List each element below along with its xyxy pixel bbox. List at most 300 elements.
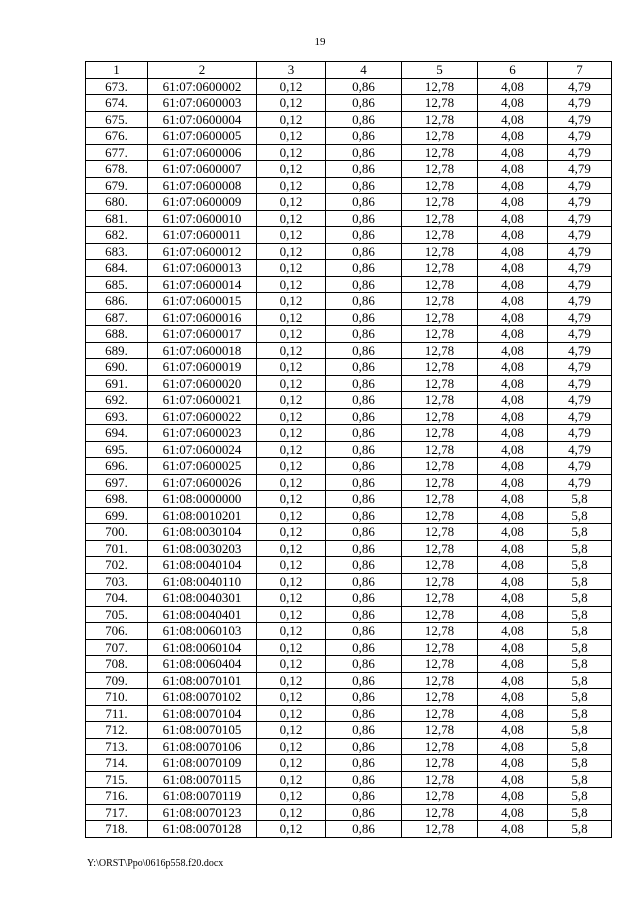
table-cell: 4,08 <box>478 177 548 194</box>
table-cell: 12,78 <box>402 540 478 557</box>
table-cell: 5,8 <box>548 804 612 821</box>
table-cell: 0,12 <box>257 755 326 772</box>
table-cell: 12,78 <box>402 194 478 211</box>
table-cell: 61:07:0600025 <box>148 458 257 475</box>
table-cell: 12,78 <box>402 606 478 623</box>
table-cell: 0,12 <box>257 507 326 524</box>
table-cell: 0,86 <box>326 771 402 788</box>
table-cell: 702. <box>86 557 148 574</box>
table-cell: 12,78 <box>402 177 478 194</box>
table-cell: 4,79 <box>548 95 612 112</box>
table-cell: 0,86 <box>326 606 402 623</box>
table-cell: 12,78 <box>402 804 478 821</box>
table-cell: 61:07:0600012 <box>148 243 257 260</box>
table-cell: 5,8 <box>548 623 612 640</box>
table-cell: 12,78 <box>402 491 478 508</box>
table-row <box>86 458 612 475</box>
table-cell: 0,12 <box>257 804 326 821</box>
column-header: 2 <box>148 62 257 79</box>
table-cell: 4,08 <box>478 425 548 442</box>
table-cell: 0,86 <box>326 342 402 359</box>
table-cell: 0,12 <box>257 639 326 656</box>
table-cell: 682. <box>86 227 148 244</box>
table-cell: 61:07:0600010 <box>148 210 257 227</box>
table-cell: 694. <box>86 425 148 442</box>
table-cell: 0,86 <box>326 788 402 805</box>
table-cell: 0,12 <box>257 458 326 475</box>
table-row <box>86 507 612 524</box>
table-cell: 0,86 <box>326 243 402 260</box>
table-cell: 61:08:0030104 <box>148 524 257 541</box>
table-cell: 0,12 <box>257 705 326 722</box>
table-cell: 12,78 <box>402 590 478 607</box>
column-header: 4 <box>326 62 402 79</box>
table-cell: 701. <box>86 540 148 557</box>
table-cell: 61:08:0010201 <box>148 507 257 524</box>
table-cell: 0,86 <box>326 590 402 607</box>
table-cell: 0,86 <box>326 639 402 656</box>
table-cell: 0,12 <box>257 590 326 607</box>
table-cell: 4,08 <box>478 359 548 376</box>
table-cell: 4,08 <box>478 623 548 640</box>
table-cell: 61:08:0040301 <box>148 590 257 607</box>
table-cell: 5,8 <box>548 573 612 590</box>
table-cell: 12,78 <box>402 326 478 343</box>
table-cell: 12,78 <box>402 738 478 755</box>
table-cell: 4,79 <box>548 227 612 244</box>
table-cell: 4,79 <box>548 144 612 161</box>
table-row <box>86 392 612 409</box>
table-cell: 674. <box>86 95 148 112</box>
table-cell: 12,78 <box>402 689 478 706</box>
table-cell: 61:07:0600021 <box>148 392 257 409</box>
table-cell: 4,79 <box>548 194 612 211</box>
table-cell: 0,86 <box>326 392 402 409</box>
table-cell: 0,86 <box>326 755 402 772</box>
table-cell: 0,12 <box>257 375 326 392</box>
table-cell: 12,78 <box>402 210 478 227</box>
table-cell: 4,08 <box>478 722 548 739</box>
table-cell: 61:08:0000000 <box>148 491 257 508</box>
table-cell: 0,12 <box>257 210 326 227</box>
table-cell: 706. <box>86 623 148 640</box>
table-cell: 0,12 <box>257 738 326 755</box>
table-cell: 5,8 <box>548 705 612 722</box>
table-cell: 0,12 <box>257 474 326 491</box>
table-cell: 687. <box>86 309 148 326</box>
table-row <box>86 689 612 706</box>
table-cell: 0,12 <box>257 540 326 557</box>
table-cell: 4,08 <box>478 210 548 227</box>
table-cell: 0,86 <box>326 194 402 211</box>
table-cell: 681. <box>86 210 148 227</box>
table-cell: 693. <box>86 408 148 425</box>
table-cell: 0,12 <box>257 227 326 244</box>
table-cell: 4,08 <box>478 392 548 409</box>
table-row <box>86 722 612 739</box>
table-cell: 61:07:0600002 <box>148 78 257 95</box>
table-cell: 12,78 <box>402 524 478 541</box>
table-cell: 12,78 <box>402 557 478 574</box>
table-cell: 0,12 <box>257 672 326 689</box>
table-row <box>86 771 612 788</box>
table-row <box>86 144 612 161</box>
table-cell: 5,8 <box>548 788 612 805</box>
table-cell: 4,08 <box>478 474 548 491</box>
table-cell: 0,12 <box>257 689 326 706</box>
table-cell: 0,86 <box>326 474 402 491</box>
table-cell: 4,08 <box>478 755 548 772</box>
table-cell: 61:08:0040104 <box>148 557 257 574</box>
table-cell: 4,79 <box>548 161 612 178</box>
table-row <box>86 276 612 293</box>
table-cell: 12,78 <box>402 474 478 491</box>
table-row <box>86 623 612 640</box>
table-cell: 61:08:0070119 <box>148 788 257 805</box>
table-cell: 0,86 <box>326 722 402 739</box>
table-cell: 61:08:0070128 <box>148 821 257 838</box>
table-cell: 717. <box>86 804 148 821</box>
table-cell: 61:08:0070115 <box>148 771 257 788</box>
table-cell: 12,78 <box>402 359 478 376</box>
table-cell: 4,08 <box>478 260 548 277</box>
table-cell: 4,79 <box>548 78 612 95</box>
table-cell: 688. <box>86 326 148 343</box>
table-row <box>86 755 612 772</box>
table-cell: 12,78 <box>402 227 478 244</box>
table-cell: 0,12 <box>257 441 326 458</box>
table-cell: 4,08 <box>478 375 548 392</box>
table-cell: 61:07:0600005 <box>148 128 257 145</box>
table-cell: 4,08 <box>478 293 548 310</box>
table-cell: 4,08 <box>478 821 548 838</box>
table-cell: 708. <box>86 656 148 673</box>
table-cell: 684. <box>86 260 148 277</box>
table-cell: 0,12 <box>257 573 326 590</box>
table-cell: 0,12 <box>257 144 326 161</box>
table-cell: 61:07:0600014 <box>148 276 257 293</box>
table-row <box>86 639 612 656</box>
column-header: 7 <box>548 62 612 79</box>
table-cell: 4,08 <box>478 689 548 706</box>
table-cell: 0,86 <box>326 227 402 244</box>
table-cell: 678. <box>86 161 148 178</box>
table-cell: 0,86 <box>326 524 402 541</box>
table-cell: 12,78 <box>402 458 478 475</box>
table-cell: 12,78 <box>402 755 478 772</box>
table-cell: 0,86 <box>326 491 402 508</box>
table-cell: 4,08 <box>478 309 548 326</box>
table-cell: 5,8 <box>548 689 612 706</box>
table-cell: 695. <box>86 441 148 458</box>
table-cell: 691. <box>86 375 148 392</box>
table-cell: 5,8 <box>548 656 612 673</box>
table-cell: 61:07:0600008 <box>148 177 257 194</box>
table-cell: 12,78 <box>402 507 478 524</box>
table-cell: 12,78 <box>402 78 478 95</box>
table-cell: 0,86 <box>326 293 402 310</box>
table-row <box>86 524 612 541</box>
table-cell: 4,08 <box>478 573 548 590</box>
table-row <box>86 474 612 491</box>
table-cell: 0,12 <box>257 276 326 293</box>
table-cell: 61:07:0600026 <box>148 474 257 491</box>
table-cell: 714. <box>86 755 148 772</box>
table-cell: 0,86 <box>326 359 402 376</box>
table-cell: 5,8 <box>548 507 612 524</box>
table-cell: 0,12 <box>257 128 326 145</box>
table-cell: 61:08:0070106 <box>148 738 257 755</box>
table-cell: 4,79 <box>548 243 612 260</box>
table-cell: 0,12 <box>257 656 326 673</box>
table-cell: 0,12 <box>257 606 326 623</box>
table-cell: 4,08 <box>478 590 548 607</box>
table-cell: 0,86 <box>326 804 402 821</box>
table-cell: 676. <box>86 128 148 145</box>
table-cell: 5,8 <box>548 639 612 656</box>
table-cell: 0,12 <box>257 788 326 805</box>
table-cell: 12,78 <box>402 276 478 293</box>
table-row <box>86 425 612 442</box>
table-cell: 4,08 <box>478 672 548 689</box>
table-cell: 61:07:0600003 <box>148 95 257 112</box>
table-cell: 0,12 <box>257 524 326 541</box>
table-row <box>86 557 612 574</box>
table-cell: 0,12 <box>257 771 326 788</box>
table-cell: 4,08 <box>478 507 548 524</box>
table-cell: 4,08 <box>478 342 548 359</box>
table-cell: 718. <box>86 821 148 838</box>
table-cell: 4,08 <box>478 606 548 623</box>
table-cell: 709. <box>86 672 148 689</box>
table-row <box>86 227 612 244</box>
table-cell: 5,8 <box>548 672 612 689</box>
table-row <box>86 78 612 95</box>
table-cell: 4,08 <box>478 458 548 475</box>
table-cell: 4,79 <box>548 276 612 293</box>
table-row <box>86 243 612 260</box>
table-row <box>86 441 612 458</box>
table-cell: 61:08:0070104 <box>148 705 257 722</box>
table-row <box>86 656 612 673</box>
table-row <box>86 293 612 310</box>
table-cell: 4,08 <box>478 276 548 293</box>
table-cell: 697. <box>86 474 148 491</box>
table-cell: 4,79 <box>548 177 612 194</box>
table-cell: 0,12 <box>257 425 326 442</box>
table-cell: 4,79 <box>548 342 612 359</box>
table-cell: 12,78 <box>402 144 478 161</box>
table-row <box>86 111 612 128</box>
table-cell: 713. <box>86 738 148 755</box>
table-cell: 0,86 <box>326 326 402 343</box>
table-cell: 5,8 <box>548 755 612 772</box>
table-row <box>86 491 612 508</box>
data-table <box>85 61 612 838</box>
table-cell: 61:08:0070105 <box>148 722 257 739</box>
table-row <box>86 309 612 326</box>
table-cell: 4,79 <box>548 474 612 491</box>
table-cell: 5,8 <box>548 771 612 788</box>
table-cell: 692. <box>86 392 148 409</box>
table-cell: 4,79 <box>548 458 612 475</box>
table-cell: 0,86 <box>326 705 402 722</box>
table-cell: 0,12 <box>257 177 326 194</box>
table-row <box>86 788 612 805</box>
table-cell: 0,12 <box>257 326 326 343</box>
column-header: 1 <box>86 62 148 79</box>
table-cell: 12,78 <box>402 656 478 673</box>
table-cell: 690. <box>86 359 148 376</box>
footer-file-path: Y:\ORST\Ppo\0616p558.f20.docx <box>87 858 224 869</box>
table-cell: 12,78 <box>402 623 478 640</box>
table-cell: 0,12 <box>257 359 326 376</box>
table-cell: 5,8 <box>548 722 612 739</box>
table-cell: 712. <box>86 722 148 739</box>
table-cell: 0,12 <box>257 623 326 640</box>
table-cell: 0,86 <box>326 441 402 458</box>
table-cell: 700. <box>86 524 148 541</box>
table-cell: 4,08 <box>478 161 548 178</box>
table-cell: 4,08 <box>478 408 548 425</box>
table-header-row <box>86 62 612 79</box>
column-header: 6 <box>478 62 548 79</box>
table-cell: 0,86 <box>326 111 402 128</box>
table-cell: 61:08:0070102 <box>148 689 257 706</box>
table-cell: 716. <box>86 788 148 805</box>
table-cell: 0,86 <box>326 128 402 145</box>
table-cell: 699. <box>86 507 148 524</box>
table-cell: 12,78 <box>402 128 478 145</box>
table-cell: 61:08:0030203 <box>148 540 257 557</box>
table-cell: 0,12 <box>257 557 326 574</box>
table-cell: 4,08 <box>478 78 548 95</box>
table-cell: 61:07:0600018 <box>148 342 257 359</box>
table-cell: 12,78 <box>402 392 478 409</box>
table-row <box>86 606 612 623</box>
table-row <box>86 821 612 838</box>
table-cell: 12,78 <box>402 342 478 359</box>
table-cell: 4,08 <box>478 326 548 343</box>
table-cell: 707. <box>86 639 148 656</box>
table-cell: 0,86 <box>326 309 402 326</box>
table-cell: 711. <box>86 705 148 722</box>
table-cell: 4,08 <box>478 194 548 211</box>
table-cell: 0,86 <box>326 821 402 838</box>
table-cell: 0,86 <box>326 573 402 590</box>
table-cell: 12,78 <box>402 161 478 178</box>
table-cell: 0,86 <box>326 210 402 227</box>
table-cell: 4,79 <box>548 425 612 442</box>
table-cell: 0,86 <box>326 161 402 178</box>
table-cell: 686. <box>86 293 148 310</box>
table-cell: 677. <box>86 144 148 161</box>
table-cell: 4,79 <box>548 375 612 392</box>
table-cell: 61:08:0040110 <box>148 573 257 590</box>
table-cell: 61:07:0600020 <box>148 375 257 392</box>
table-cell: 12,78 <box>402 95 478 112</box>
table-cell: 0,86 <box>326 144 402 161</box>
table-cell: 0,86 <box>326 78 402 95</box>
table-cell: 0,86 <box>326 507 402 524</box>
table-cell: 61:07:0600022 <box>148 408 257 425</box>
table-cell: 0,12 <box>257 293 326 310</box>
table-cell: 4,08 <box>478 771 548 788</box>
table-cell: 61:08:0070123 <box>148 804 257 821</box>
table-cell: 0,86 <box>326 260 402 277</box>
table-cell: 0,12 <box>257 722 326 739</box>
table-cell: 4,79 <box>548 111 612 128</box>
table-cell: 679. <box>86 177 148 194</box>
table-cell: 4,79 <box>548 408 612 425</box>
table-cell: 12,78 <box>402 639 478 656</box>
table-body <box>86 78 612 837</box>
table-cell: 5,8 <box>548 491 612 508</box>
table-cell: 12,78 <box>402 441 478 458</box>
table-row <box>86 375 612 392</box>
table-cell: 61:08:0060103 <box>148 623 257 640</box>
table-cell: 61:07:0600011 <box>148 227 257 244</box>
table-cell: 0,12 <box>257 78 326 95</box>
table-row <box>86 210 612 227</box>
table-cell: 4,79 <box>548 293 612 310</box>
table-cell: 4,08 <box>478 441 548 458</box>
table-cell: 12,78 <box>402 293 478 310</box>
table-cell: 4,08 <box>478 788 548 805</box>
table-row <box>86 326 612 343</box>
table-cell: 61:07:0600006 <box>148 144 257 161</box>
table-cell: 4,08 <box>478 804 548 821</box>
table-cell: 0,86 <box>326 656 402 673</box>
table-cell: 12,78 <box>402 672 478 689</box>
table-cell: 5,8 <box>548 540 612 557</box>
table-cell: 12,78 <box>402 243 478 260</box>
table-row <box>86 359 612 376</box>
table-cell: 710. <box>86 689 148 706</box>
table-cell: 675. <box>86 111 148 128</box>
table-cell: 4,08 <box>478 705 548 722</box>
table-cell: 705. <box>86 606 148 623</box>
table-cell: 0,86 <box>326 425 402 442</box>
table-cell: 12,78 <box>402 375 478 392</box>
table-cell: 0,86 <box>326 689 402 706</box>
table-row <box>86 705 612 722</box>
table-cell: 61:07:0600024 <box>148 441 257 458</box>
table-cell: 4,08 <box>478 111 548 128</box>
table-cell: 4,08 <box>478 540 548 557</box>
table-cell: 4,08 <box>478 144 548 161</box>
table-cell: 0,12 <box>257 194 326 211</box>
table-cell: 61:08:0040401 <box>148 606 257 623</box>
table-cell: 4,08 <box>478 227 548 244</box>
table-cell: 12,78 <box>402 771 478 788</box>
table-cell: 683. <box>86 243 148 260</box>
table-cell: 12,78 <box>402 408 478 425</box>
table-cell: 61:07:0600023 <box>148 425 257 442</box>
table-cell: 0,12 <box>257 161 326 178</box>
table-cell: 0,86 <box>326 672 402 689</box>
table-cell: 4,79 <box>548 326 612 343</box>
table-row <box>86 161 612 178</box>
table-cell: 673. <box>86 78 148 95</box>
table-row <box>86 128 612 145</box>
table-cell: 4,08 <box>478 557 548 574</box>
column-header: 3 <box>257 62 326 79</box>
table-cell: 5,8 <box>548 738 612 755</box>
table-cell: 4,08 <box>478 656 548 673</box>
table-cell: 0,12 <box>257 95 326 112</box>
table-cell: 0,86 <box>326 458 402 475</box>
